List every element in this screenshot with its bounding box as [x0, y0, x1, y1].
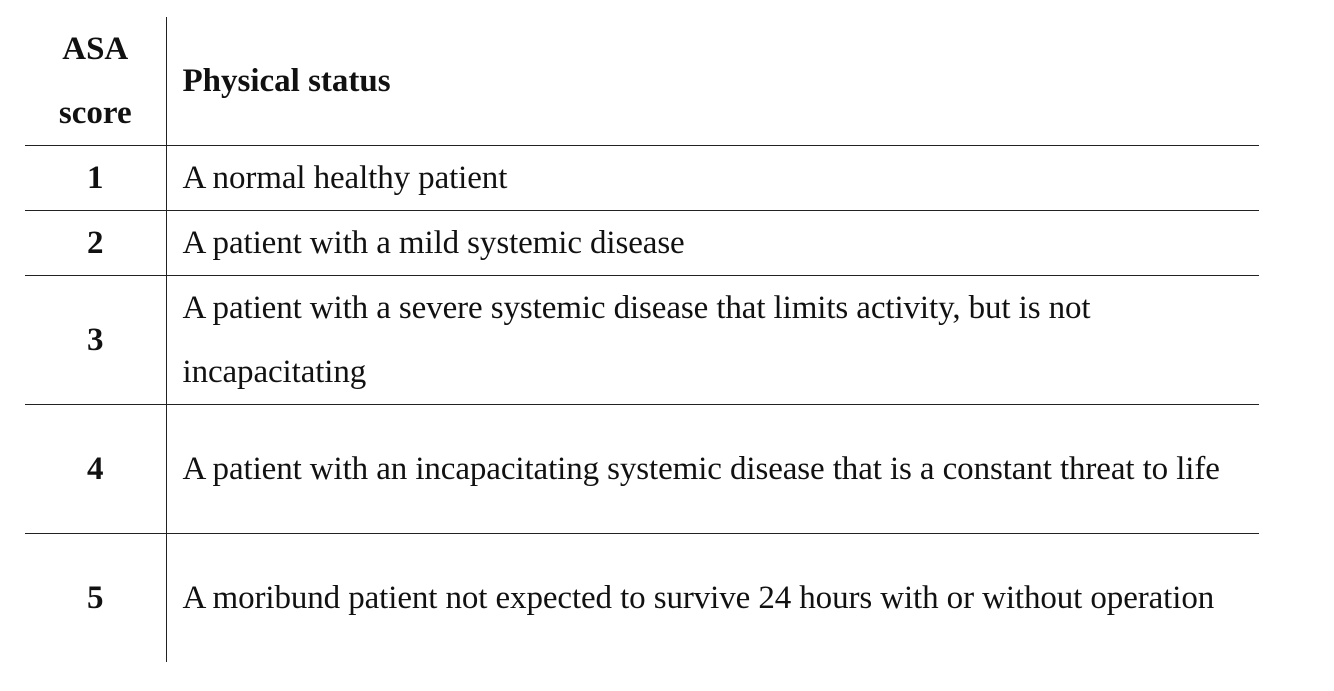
- asa-score-cell: 2: [25, 211, 166, 276]
- physical-status-cell: A normal healthy patient: [166, 146, 1259, 211]
- table-header-row: [25, 17, 1259, 146]
- asa-score-table: [25, 17, 1259, 662]
- table-row: [25, 211, 1259, 276]
- table-row: [25, 146, 1259, 211]
- physical-status-cell: A moribund patient not expected to survive 24 hours with or without operation: [182, 580, 1215, 616]
- physical-status-cell: A patient with a mild systemic disease: [166, 211, 1259, 276]
- physical-status-cell: A patient with an incapacitating systemic disease that is a constant threat to life: [166, 405, 1259, 534]
- table-row: [25, 405, 1259, 534]
- column-header-asa-score-line1: ASA: [62, 31, 129, 67]
- asa-score-cell: 1: [25, 146, 166, 211]
- column-header-asa-score-line2: score: [58, 95, 132, 131]
- asa-score-cell: 4: [25, 405, 166, 534]
- column-header-asa-score: [25, 17, 166, 146]
- table-row: [25, 534, 1259, 663]
- table-row: [25, 276, 1259, 405]
- asa-score-cell: 5: [25, 534, 166, 663]
- physical-status-cell: A patient with a severe systemic disease that limits activity, but is not incapacitating: [166, 276, 1259, 405]
- asa-score-cell: 3: [25, 276, 166, 405]
- column-header-physical-status: Physical status: [166, 17, 1259, 146]
